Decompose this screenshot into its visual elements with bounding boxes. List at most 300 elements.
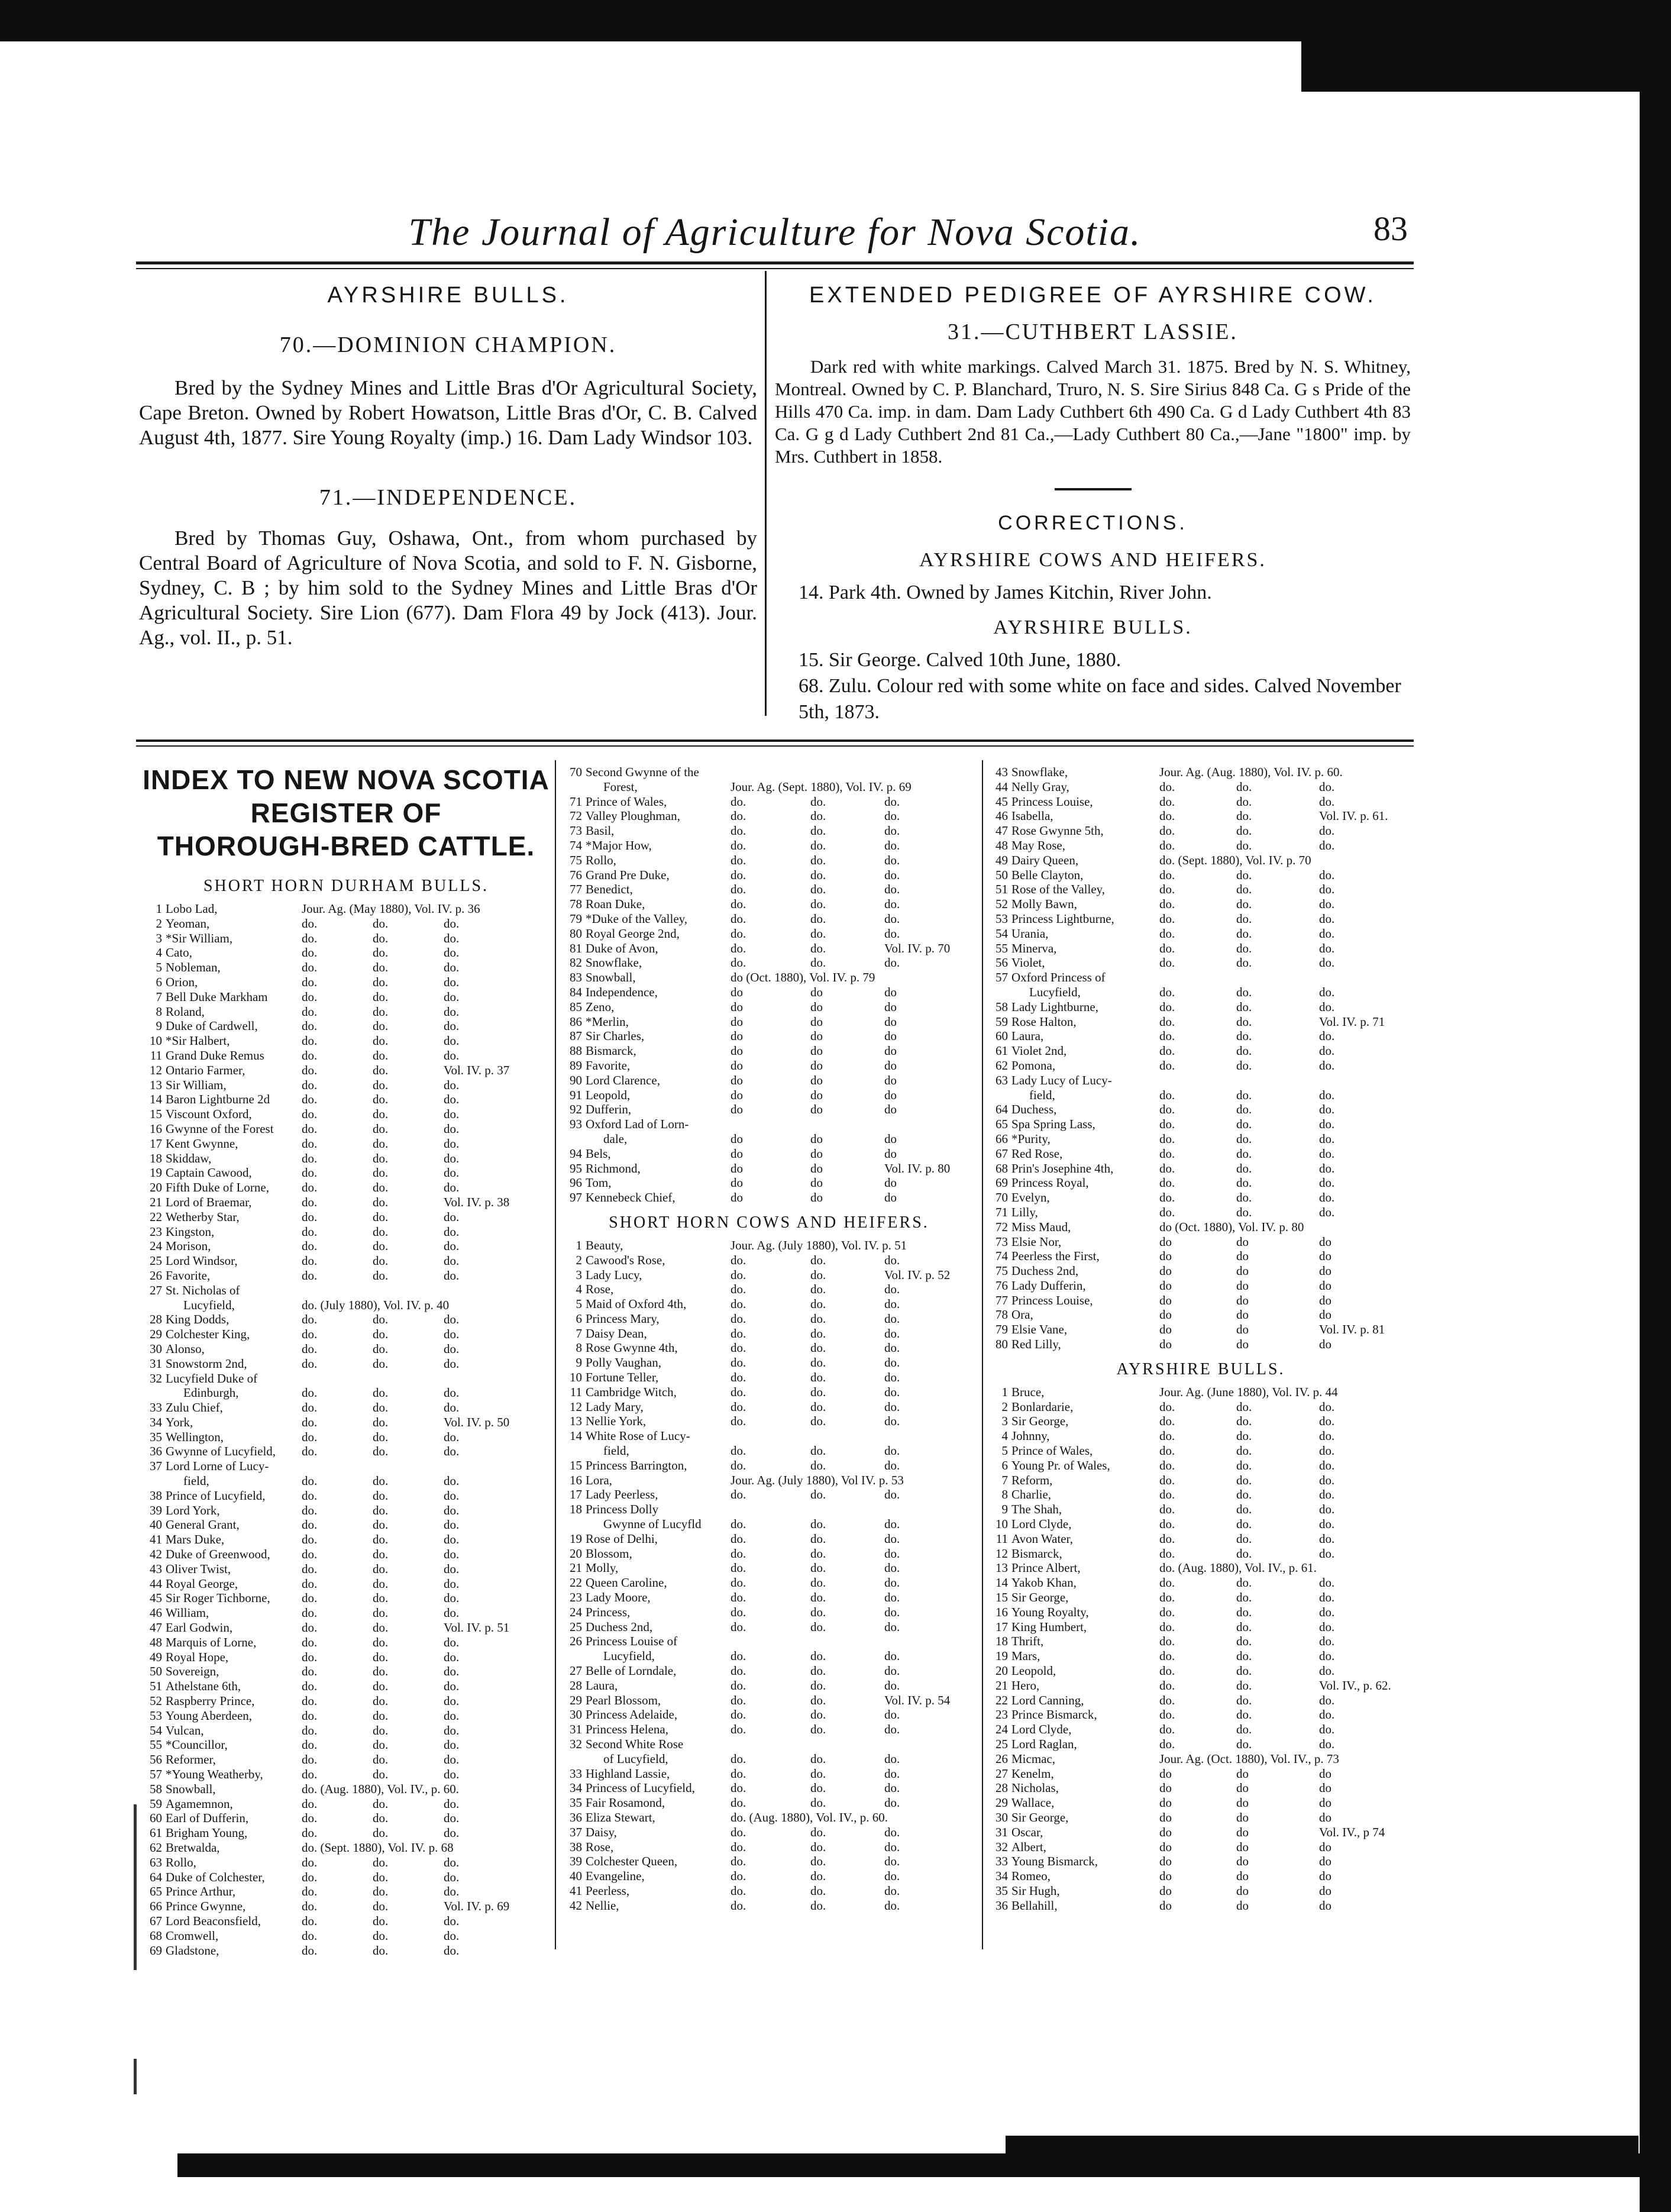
register-entry xyxy=(562,780,976,795)
entry-number: 70 xyxy=(996,1190,1008,1205)
entry-name: Royal George, xyxy=(166,1576,238,1591)
entry-name: Cawood's Rose, xyxy=(586,1252,665,1267)
entry-reference: do. xyxy=(302,1620,318,1635)
entry-reference: do. xyxy=(444,1356,460,1371)
entry-reference: do. xyxy=(1319,1575,1335,1590)
entry-number: 79 xyxy=(996,1322,1008,1337)
entry-reference: do. xyxy=(1319,999,1335,1014)
entry-reference: do. xyxy=(373,1708,389,1723)
header-rule-1 xyxy=(136,261,1414,264)
entry-reference: do. xyxy=(1159,1575,1175,1590)
entry-reference: do xyxy=(1319,1264,1331,1278)
entry-reference: do. xyxy=(302,1386,318,1400)
entry-reference: do. xyxy=(444,1855,460,1869)
entry-reference: do. xyxy=(1319,1590,1335,1605)
entry-number: 19 xyxy=(570,1531,582,1546)
entry-reference: do xyxy=(731,1087,743,1102)
entry-reference: do. xyxy=(884,1399,900,1414)
entry-reference: do. xyxy=(810,1370,826,1385)
entry-reference: do. xyxy=(373,1048,389,1063)
register-entry xyxy=(988,882,1414,897)
entry-name: Duchess, xyxy=(1011,1102,1057,1117)
register-entry xyxy=(562,985,976,1000)
register-entry xyxy=(142,1078,550,1093)
entry-number: 68 xyxy=(996,1161,1008,1176)
entry-reference: do. xyxy=(884,852,900,867)
entry-name: May Rose, xyxy=(1011,838,1065,852)
entry-reference: do. xyxy=(1319,984,1335,999)
entry-name: Sir Hugh, xyxy=(1011,1883,1060,1898)
entry-name: Agamemnon, xyxy=(166,1796,233,1811)
entry-number: 23 xyxy=(150,1224,162,1239)
entry-number: 51 xyxy=(150,1679,162,1694)
scan-border-bottom-thin xyxy=(1006,2136,1638,2153)
entry-name: Dairy Queen, xyxy=(1011,852,1079,867)
entry-reference: do. xyxy=(373,1077,389,1092)
register-entry xyxy=(988,1502,1414,1517)
entry-reference: do. xyxy=(731,1854,746,1869)
entry-reference: do. xyxy=(444,1312,460,1327)
entry-reference: do. xyxy=(373,1224,389,1239)
register-entry xyxy=(142,1298,550,1313)
entry-reference: do. xyxy=(1319,1707,1335,1722)
entry-name: General Grant, xyxy=(166,1517,240,1532)
entry-name: Rollo, xyxy=(586,852,616,867)
entry-name: Duke of Avon, xyxy=(586,941,658,955)
entry-name: Daisy Dean, xyxy=(586,1326,647,1341)
entry-number: 13 xyxy=(996,1561,1008,1575)
entry-reference: do. xyxy=(1236,779,1252,794)
register-entry xyxy=(988,1664,1414,1678)
entry-number: 59 xyxy=(150,1796,162,1811)
entry-reference: do. xyxy=(373,1738,389,1752)
entry-reference: do. xyxy=(1319,1444,1335,1458)
entry-number: 67 xyxy=(996,1146,1008,1161)
entry-reference: do. xyxy=(302,1826,318,1840)
entry-reference: do. xyxy=(810,1796,826,1810)
entry-name: Thrift, xyxy=(1011,1634,1044,1649)
entry-reference: do xyxy=(884,984,897,999)
entry-reference: do. xyxy=(1236,1546,1252,1561)
entry-number: 17 xyxy=(996,1619,1008,1634)
entry-reference: do xyxy=(731,999,743,1014)
entry-number: 10 xyxy=(996,1517,1008,1532)
register-entry xyxy=(988,1176,1414,1190)
register-entry xyxy=(988,1190,1414,1205)
entry-number: 16 xyxy=(996,1604,1008,1619)
entry-reference: do. xyxy=(884,926,900,941)
register-entry xyxy=(562,1752,976,1767)
entry-name: Nellie York, xyxy=(586,1414,647,1429)
entry-name: Avon Water, xyxy=(1011,1531,1073,1546)
entry-reference: do. xyxy=(884,1414,900,1429)
entry-number: 8 xyxy=(156,1004,162,1019)
entry-name: Queen Caroline, xyxy=(586,1575,667,1590)
entry-name: Zulu Chief, xyxy=(166,1400,223,1415)
entry-reference: do. (Sept. 1880), Vol. IV. p. 70 xyxy=(1159,852,1311,867)
register-entry xyxy=(142,1840,550,1855)
entry-reference: do. xyxy=(810,824,826,838)
entry-name: Vulcan, xyxy=(166,1723,204,1738)
entry-reference: do. xyxy=(373,1913,389,1928)
entry-name: Princess Dolly xyxy=(586,1502,659,1517)
entry-name: Peerless the First, xyxy=(1011,1249,1100,1264)
entry-reference: do. xyxy=(731,882,746,897)
entry-number: 92 xyxy=(570,1102,582,1117)
register-entry xyxy=(142,1092,550,1107)
entry-reference: do. xyxy=(1319,794,1335,809)
entry-reference: do. xyxy=(1236,794,1252,809)
register-entry xyxy=(562,1282,976,1297)
entry-reference: do. xyxy=(1236,984,1252,999)
entry-reference: do. xyxy=(1319,897,1335,912)
entry-reference: do xyxy=(1319,1781,1331,1796)
entry-text: Bred by Thomas Guy, Oshawa, Ont., from whom purchased by Central Board of Agriculture of Nova Scotia, and sold to F. N. Gisborne, Sydney, C. B ; by him sold to the Sydney Mines and Little Bras d'Or Agricultural Society. Sire Lion (677). Dam Flora 49 by Jock (413). Jour. Ag., vol. II., p. 51. xyxy=(139,527,757,649)
entry-reference: do. xyxy=(884,1326,900,1341)
register-entry xyxy=(988,1649,1414,1664)
entry-name: Spa Spring Lass, xyxy=(1011,1117,1095,1132)
entry-reference: do xyxy=(1159,1781,1172,1796)
entry-number: 56 xyxy=(996,955,1008,970)
entry-name: Sir Charles, xyxy=(586,1029,645,1044)
entry-number: 1 xyxy=(156,902,162,916)
entry-name: Belle Clayton, xyxy=(1011,867,1084,882)
entry-name: Nicholas, xyxy=(1011,1781,1059,1796)
register-entry xyxy=(142,975,550,990)
entry-number: 75 xyxy=(996,1264,1008,1278)
entry-reference: do. xyxy=(810,1282,826,1297)
register-list xyxy=(988,1385,1414,1913)
register-entry xyxy=(142,1620,550,1635)
register-entry xyxy=(562,1664,976,1678)
register-entry xyxy=(988,1693,1414,1708)
entry-reference: do. xyxy=(373,1943,389,1958)
entry-reference: do. xyxy=(444,1239,460,1254)
entry-reference: do xyxy=(1236,1322,1249,1337)
entry-reference: do. xyxy=(302,1752,318,1767)
entry-reference: do xyxy=(810,1087,823,1102)
entry-reference: do. xyxy=(884,867,900,882)
entry-reference: Jour. Ag. (Sept. 1880), Vol. IV. p. 69 xyxy=(731,779,912,794)
entry-reference: do (Oct. 1880), Vol. IV. p. 79 xyxy=(731,970,875,985)
entry-reference: do. xyxy=(1159,838,1175,852)
entry-reference: do xyxy=(884,1190,897,1205)
entry-name: Lord York, xyxy=(166,1503,220,1517)
entry-reference: do. xyxy=(444,945,460,960)
entry-reference: do. xyxy=(731,911,746,926)
entry-title: 71.—INDEPENDENCE. xyxy=(319,485,577,510)
entry-number: 5 xyxy=(576,1297,582,1312)
entry-number: 10 xyxy=(570,1370,582,1385)
entry-reference: do. xyxy=(444,1635,460,1649)
entry-reference: do xyxy=(1236,1337,1249,1352)
entry-reference: do. xyxy=(731,809,746,824)
entry-reference: do. xyxy=(1159,1649,1175,1664)
entry-name: Violet, xyxy=(1011,955,1045,970)
register-entry xyxy=(562,1102,976,1117)
entry-reference: do. xyxy=(444,1444,460,1459)
entry-number: 9 xyxy=(156,1019,162,1034)
register-entry xyxy=(988,824,1414,838)
scan-spot-left-2 xyxy=(134,2059,137,2094)
entry-reference: do. xyxy=(1159,882,1175,897)
register-entry xyxy=(562,824,976,838)
register-entry xyxy=(142,1635,550,1650)
entry-reference: do. xyxy=(444,1004,460,1019)
entry-name: St. Nicholas of xyxy=(166,1283,240,1297)
entry-reference: Jour. Ag. (Oct. 1880), Vol. IV., p. 73 xyxy=(1159,1751,1339,1766)
entry-reference: do. xyxy=(1319,1131,1335,1146)
entry-reference: do xyxy=(1236,1766,1249,1781)
register-entry xyxy=(562,926,976,941)
entry-reference: do. xyxy=(373,1928,389,1943)
entry-reference: do. xyxy=(884,882,900,897)
register-entry xyxy=(562,1132,976,1147)
entry-reference: do xyxy=(884,1131,897,1146)
entry-reference: do. xyxy=(884,1869,900,1884)
entry-number: 21 xyxy=(570,1561,582,1575)
entry-reference: do. xyxy=(444,1591,460,1606)
entry-number: 61 xyxy=(996,1044,1008,1058)
entry-number: 3 xyxy=(1001,1414,1008,1429)
entry-reference: do. xyxy=(302,1019,318,1034)
entry-reference: do. xyxy=(884,1678,900,1693)
entry-reference: do xyxy=(1159,1307,1172,1322)
register-entry xyxy=(142,1210,550,1225)
entry-number: 90 xyxy=(570,1073,582,1087)
entry-name: Albert, xyxy=(1011,1839,1046,1854)
register-entry xyxy=(562,1429,976,1444)
entry-reference: do. xyxy=(1236,1531,1252,1546)
register-entry xyxy=(142,1577,550,1591)
entry-reference: do xyxy=(810,1044,823,1058)
entry-reference: do. xyxy=(444,1752,460,1767)
entry-number: 12 xyxy=(570,1399,582,1414)
entry-reference: do xyxy=(1159,1869,1172,1884)
entry-reference: do. xyxy=(1159,1664,1175,1678)
entry-reference: do. xyxy=(731,1444,746,1458)
entry-name: Second Gwynne of the xyxy=(586,765,699,779)
register-entry xyxy=(988,1337,1414,1352)
entry-number: 18 xyxy=(150,1151,162,1165)
entry-reference: do. xyxy=(444,916,460,931)
entry-number: 46 xyxy=(150,1606,162,1620)
entry-reference: do. xyxy=(731,838,746,852)
entry-reference: do. xyxy=(373,1400,389,1415)
entry-name: Rose Gwynne 4th, xyxy=(586,1341,678,1355)
entry-reference: do. (Sept. 1880), Vol. IV. p. 68 xyxy=(302,1840,454,1855)
entry-reference: do. xyxy=(1159,1590,1175,1605)
entry-reference: do. xyxy=(302,1913,318,1928)
entry-number: 33 xyxy=(570,1766,582,1781)
entry-reference: do. (Aug. 1880), Vol. IV., p. 60. xyxy=(731,1810,888,1825)
entry-reference: do xyxy=(884,1087,897,1102)
entry-reference: do. xyxy=(1159,824,1175,838)
entry-reference: do. xyxy=(1159,1487,1175,1502)
register-entry xyxy=(142,1239,550,1254)
entry-reference: do. xyxy=(810,1854,826,1869)
entry-reference: do. xyxy=(731,1839,746,1854)
entry-reference: do. (Aug. 1880), Vol. IV., p. 61. xyxy=(1159,1561,1317,1575)
entry-name: dale, xyxy=(603,1131,628,1146)
entry-reference: do xyxy=(731,1014,743,1029)
entry-reference: do. xyxy=(444,1532,460,1547)
entry-reference: do. xyxy=(1236,867,1252,882)
entry-name: Cambridge Witch, xyxy=(586,1384,677,1399)
register-entry xyxy=(988,1884,1414,1898)
entry-reference: do. xyxy=(1236,1472,1252,1487)
entry-name: Molly Bawn, xyxy=(1011,897,1077,912)
entry-reference: do. xyxy=(1236,1131,1252,1146)
entry-number: 80 xyxy=(570,926,582,941)
entry-reference: do. xyxy=(1159,1707,1175,1722)
entry-number: 39 xyxy=(570,1854,582,1869)
entry-text: Bred by the Sydney Mines and Little Bras d'Or Agricultural Society, Cape Breton. Owned by Robert Howatson, Little Bras d'Or, C. B. Calved August 4th, 1877. Sire Young Royalty (imp.) 16. Dam Lady Windsor 103. xyxy=(139,376,757,449)
register-entry xyxy=(988,780,1414,795)
register-entry xyxy=(562,1561,976,1575)
entry-reference: do. xyxy=(373,1268,389,1283)
entry-reference: do. xyxy=(810,1869,826,1884)
register-entry xyxy=(988,1781,1414,1796)
entry-reference: do. xyxy=(444,1107,460,1122)
entry-reference: Vol. IV. p. 71 xyxy=(1319,1014,1385,1029)
register-entry xyxy=(562,1620,976,1635)
entry-name: Snowball, xyxy=(166,1781,216,1796)
entry-number: 42 xyxy=(570,1898,582,1913)
entry-name: Earl Godwin, xyxy=(166,1620,233,1635)
entry-reference: do. xyxy=(373,1752,389,1767)
entry-name: Bonlardarie, xyxy=(1011,1399,1074,1414)
register-entry xyxy=(142,1063,550,1078)
register-entry xyxy=(142,1459,550,1474)
entry-name: Lady Moore, xyxy=(586,1590,651,1605)
entry-number: 78 xyxy=(996,1307,1008,1322)
entry-reference: do. xyxy=(810,1781,826,1796)
register-entry xyxy=(142,1782,550,1797)
entry-name: Belle of Lorndale, xyxy=(586,1664,677,1678)
index-rule-2 xyxy=(136,745,1414,747)
entry-number: 66 xyxy=(150,1899,162,1914)
entry-reference: do. xyxy=(373,1254,389,1268)
register-entry xyxy=(142,1312,550,1327)
entry-name: Leopold, xyxy=(586,1087,631,1102)
entry-reference: do. xyxy=(444,1048,460,1063)
entry-reference: do. xyxy=(731,1341,746,1355)
register-entry xyxy=(562,1029,976,1044)
entry-reference: do. xyxy=(444,1077,460,1092)
entry-reference: do. xyxy=(1319,955,1335,970)
entry-number: 95 xyxy=(570,1161,582,1176)
entry-name: Forest, xyxy=(603,779,638,794)
entry-number: 11 xyxy=(996,1531,1008,1546)
entry-reference: do xyxy=(1236,1898,1249,1913)
entry-reference: do. xyxy=(1319,882,1335,897)
register-entry xyxy=(562,941,976,956)
entry-reference: do xyxy=(731,1073,743,1087)
entry-reference: do. xyxy=(444,1561,460,1576)
entry-reference: do. xyxy=(373,1649,389,1664)
entry-reference: do. xyxy=(810,1839,826,1854)
entry-name: Lora, xyxy=(586,1472,612,1487)
entry-number: 30 xyxy=(570,1707,582,1722)
entry-name: Laura, xyxy=(586,1678,618,1693)
entry-reference: do xyxy=(1236,1810,1249,1825)
entry-reference: do. xyxy=(373,1194,389,1209)
register-entry xyxy=(142,1738,550,1752)
entry-number: 9 xyxy=(1001,1502,1008,1517)
entry-reference: Vol. IV. p. 61. xyxy=(1319,809,1388,824)
entry-name: Bretwalda, xyxy=(166,1840,220,1855)
register-entry xyxy=(988,1307,1414,1322)
entry-reference: do. xyxy=(1236,1678,1252,1693)
entry-reference: Vol. IV., p 74 xyxy=(1319,1825,1385,1839)
register-entry xyxy=(988,1810,1414,1825)
register-entry xyxy=(562,1517,976,1532)
entry-reference: do. xyxy=(1319,1458,1335,1472)
entry-number: 77 xyxy=(996,1293,1008,1307)
entry-reference: do. xyxy=(1236,1575,1252,1590)
register-entry xyxy=(988,1322,1414,1337)
entry-name: Duchess 2nd, xyxy=(1011,1264,1079,1278)
entry-reference: do. xyxy=(884,1531,900,1546)
entry-reference: do xyxy=(731,984,743,999)
entry-name: Maid of Oxford 4th, xyxy=(586,1297,687,1312)
entry-reference: do xyxy=(884,1058,897,1073)
entry-name: Princess Barrington, xyxy=(586,1458,687,1472)
entry-reference: do. xyxy=(444,1708,460,1723)
entry-reference: do. xyxy=(1236,1058,1252,1073)
entry-reference: do. xyxy=(302,1341,318,1356)
register-entry xyxy=(142,1826,550,1840)
entry-reference: do xyxy=(731,1161,743,1176)
register-entry xyxy=(142,1283,550,1298)
entry-reference: do. xyxy=(373,1694,389,1709)
register-entry xyxy=(562,1161,976,1176)
entry-reference: do xyxy=(1159,1898,1172,1913)
entry-number: 20 xyxy=(150,1180,162,1195)
register-entry xyxy=(142,1019,550,1034)
entry-reference: do xyxy=(810,1102,823,1117)
entry-number: 25 xyxy=(150,1254,162,1268)
entry-reference: do. xyxy=(1319,941,1335,955)
entry-reference: do. xyxy=(1159,1087,1175,1102)
register-entry xyxy=(142,1195,550,1210)
entry-reference: do. xyxy=(444,1649,460,1664)
entry-name: Blossom, xyxy=(586,1546,632,1561)
register-entry xyxy=(562,1238,976,1253)
entry-reference: do. xyxy=(373,1107,389,1122)
entry-reference: do. xyxy=(1159,911,1175,926)
entry-reference: do. xyxy=(810,1297,826,1312)
register-entry xyxy=(988,1458,1414,1473)
entry-name: Athelstane 6th, xyxy=(166,1679,241,1694)
entry-reference: do. xyxy=(884,1722,900,1737)
entry-name: Skiddaw, xyxy=(166,1151,212,1165)
entry-name: Ontario Farmer, xyxy=(166,1063,245,1077)
entry-name: Molly, xyxy=(586,1561,619,1575)
entry-reference: do. xyxy=(444,1034,460,1048)
index-rule-1 xyxy=(136,740,1414,742)
entry-number: 53 xyxy=(150,1708,162,1723)
entry-reference: do. xyxy=(373,1679,389,1694)
entry-number: 81 xyxy=(570,941,582,955)
entry-reference: do. (Aug. 1880), Vol. IV., p. 60. xyxy=(302,1781,460,1796)
entry-reference: do. xyxy=(1319,1619,1335,1634)
entry-reference: do xyxy=(810,1131,823,1146)
entry-name: Cromwell, xyxy=(166,1928,219,1943)
entry-reference: do. xyxy=(1236,1399,1252,1414)
register-entry xyxy=(988,1102,1414,1117)
